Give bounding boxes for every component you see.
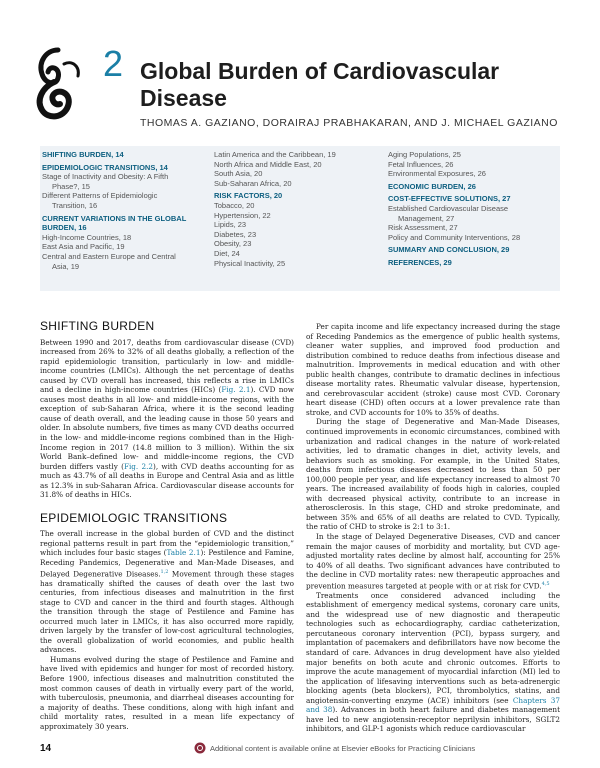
- outline-subheading-link[interactable]: Environmental Exposures, 26: [388, 169, 486, 179]
- paragraph-transitions-2: Humans evolved during the stage of Pestilence and Famine and have lived with epidemics and hunger for most of recorded history. Before 1900, infectious diseases and malnutrition constituted the most common causes of death in virtually every part of the world, with tuberculosis, pneumonia, and diarrheal diseases accounting for a majority of deaths. These conditions, along with high infant and child mortality rates, resulted in a mean life expectancy of approximately 30 years.: [40, 654, 294, 731]
- outline-subheading-link[interactable]: Management, 27: [398, 213, 455, 223]
- outline-column-2: [214, 150, 384, 268]
- text: Movement through these stages has dramatically shifted the causes of death over the last two centuries, from infectious diseases and malnutrition in the first stage to CVD and cancer in the third and fourth stages. Although the transition through the stage of Pestilence and Famine has occurred much later in LMICs, it has also occurred more rapidly, driven largely by the transfer of low-cost agricultural technologies, the overall globalization of world economies, and public health advances.: [40, 568, 294, 655]
- text: ). CVD now causes most deaths in all low- and middle-income regions, with the exception of sub-Saharan Africa, where it is the second leading cause of death overall, and the leading cause in those 50 years and older. In absolute numbers, five times as many CVD deaths occurred in the low- and middle-income regions combined than in the High-Income region in 2017 (14.8 million to 3 million). Within the six World Bank–defined low- and middle-income regions, the CVD burden differs vastly (: [40, 385, 295, 471]
- outline-column-3: [388, 150, 560, 268]
- outline-subheading-link[interactable]: Risk Assessment, 27: [388, 223, 458, 233]
- left-column: [40, 319, 295, 731]
- online-content-icon: [194, 742, 206, 754]
- page-number: 14: [40, 743, 52, 754]
- text: Treatments once considered advanced including the establishment of emergency medical systems, coronary care units, and the widespread use of new diagnostic and therapeutic technologies such as echocardiography, cardiac catheterization, percutaneous coronary intervention (PCI), bypass surgery, and implantation of pacemakers and defibrillators have now become the standard of care. Advances in drug development have also yielded major benefits on both acute and chronic outcomes. Efforts to improve the acute management of myocardial infarction (MI) led to the application of lifesaving interventions such as beta-adrenergic blocking agents (beta blockers), PCI, thrombolytics, statins, and angiotensin-converting enzyme (ACE) inhibitors (see: [306, 590, 560, 705]
- text: In the stage of Delayed Degenerative Diseases, CVD and cancer remain the major causes of morbidity and mortality, but CVD age-adjusted mortality rates decline by almost half, accounting for 25% to 40% of all deaths. Two significant advances have contributed to the decline in CVD mortality rates: new therapeutic approaches and prevention measures targeted at people with or at risk for CVD.: [306, 532, 560, 591]
- outline-heading-link[interactable]: REFERENCES, 29: [388, 257, 452, 267]
- outline-subheading-link[interactable]: South Asia, 20: [214, 169, 263, 179]
- chapter-authors: THOMAS A. GAZIANO, DORAIRAJ PRABHAKARAN, AND J. MICHAEL GAZIANO: [140, 117, 558, 129]
- outline-subheading-link[interactable]: Fetal Influences, 26: [388, 159, 454, 169]
- outline-subheading-link[interactable]: Lipids, 23: [214, 220, 247, 230]
- chapter-title: [140, 58, 560, 112]
- outline-subheading-link[interactable]: East Asia and Pacific, 19: [42, 242, 125, 252]
- outline-heading-link[interactable]: BURDEN, 16: [42, 223, 87, 233]
- outline-subheading-link[interactable]: Stage of Inactivity and Obesity: A Fifth: [42, 172, 169, 182]
- outline-subheading-link[interactable]: Diabetes, 23: [214, 229, 257, 239]
- outline-subheading-link[interactable]: Policy and Community Interventions, 28: [388, 232, 521, 242]
- paragraph-shifting-burden: [40, 338, 294, 500]
- paragraph-receding-pandemics: Per capita income and life expectancy increased during the stage of Receding Pandemics as the emergence of public health systems, cleaner water supplies, and improved food production and distribution combined to reduce deaths from infectious disease and malnutrition. Improvements in medical education and with other public health changes, contribute to dramatic declines in infectious disease mortality rates. Rheumatic valvular disease, hypertension, and cerebrovascular accident (stroke) cause most CVD. Coronary heart disease (CHD) often occurs at a lower prevalence rate than stroke, and CVD accounts for 10% to 35% of deaths.: [306, 322, 560, 417]
- text: ): Pestilence and Famine, Receding Pandemics, Degenerative and Man-Made Diseases, and Delayed Degenerative Diseases.: [40, 548, 295, 578]
- chapter-link-37-38[interactable]: Chapters 37 and 38: [306, 695, 560, 715]
- chapter-title-line1: Global Burden of Cardiovascular: [140, 58, 500, 84]
- outline-subheading-link[interactable]: Hypertension, 22: [214, 210, 271, 220]
- outline-heading-link[interactable]: SUMMARY AND CONCLUSION, 29: [388, 245, 510, 255]
- outline-subheading-link[interactable]: Central and Eastern Europe and Central: [42, 251, 176, 261]
- outline-subheading-link[interactable]: North Africa and Middle East, 20: [214, 159, 322, 169]
- text: ). Advances in both heart failure and diabetes management have led to new angiotensin-receptor neprilysin inhibitors, SGLT2 inhibitors, and GLP-1 agonists which reduce cardiovascular: [306, 705, 560, 734]
- outline-subheading-link[interactable]: Tobacco, 20: [214, 200, 255, 210]
- outline-subheading-link[interactable]: Sub-Saharan Africa, 20: [214, 178, 292, 188]
- figure-link-2-1[interactable]: Fig. 2.1: [221, 385, 251, 395]
- outline-subheading-link[interactable]: Obesity, 23: [214, 239, 252, 249]
- outline-heading-link[interactable]: SHIFTING BURDEN, 14: [42, 150, 124, 159]
- outline-subheading-link[interactable]: Transition, 16: [52, 200, 98, 210]
- table-link-2-1[interactable]: Table 2.1: [166, 548, 201, 558]
- outline-heading-link[interactable]: EPIDEMIOLOGIC TRANSITIONS, 14: [42, 162, 168, 172]
- text: Between 1990 and 2017, deaths from cardiovascular disease (CVD) increased from 26% to 32% of all deaths globally, a reflection of the rapid epidemiologic transition, particularly in low- and middle-income countries (LMICs). Although the net percentage of deaths caused by CVD overall has increased, this reflects a rise in LMICs and a decline in high-income countries (HICs) (: [40, 337, 294, 395]
- outline-heading-link[interactable]: CURRENT VARIATIONS IN THE GLOBAL: [42, 213, 187, 223]
- reference-link[interactable]: 1,2: [160, 568, 169, 575]
- outline-subheading-link[interactable]: Diet, 24: [214, 248, 240, 258]
- figure-link-2-2[interactable]: Fig. 2.2: [123, 461, 153, 471]
- paragraph-transitions-1: [40, 529, 294, 655]
- outline-column-1: [42, 150, 212, 271]
- outline-heading-link[interactable]: ECONOMIC BURDEN, 26: [388, 181, 476, 191]
- chapter-outline: [40, 146, 560, 291]
- paragraph-degenerative: During the stage of Degenerative and Man-Made Diseases, continued improvements in economic circumstances, combined with urbanization and radical changes in the nature of work-related activities, led to dramatic changes in diet, activity levels, and behaviors such as smoking. For example, in the United States, deaths from infectious diseases decreased to less than 50 per 100,000 people per year, and life expectancy increased to almost 70 years. The increased availability of foods high in calories, coupled with decreased physical activity, contribute to an increase in atherosclerosis. In this stage, CHD and stroke predominate, and between 35% and 65% of all deaths are related to CVD. Typically, the ratio of CHD to stroke is 2:1 to 3:1.: [306, 417, 560, 532]
- outline-subheading-link[interactable]: Phase?, 15: [52, 181, 90, 191]
- section-heading-epidemiologic-transitions: EPIDEMIOLOGIC TRANSITIONS: [40, 510, 228, 525]
- chapter-title-line2: Disease: [140, 85, 227, 111]
- outline-subheading-link[interactable]: Aging Populations, 25: [388, 150, 461, 159]
- outline-heading-link[interactable]: COST-EFFECTIVE SOLUTIONS, 27: [388, 194, 511, 204]
- online-content-note: Additional content is available online at Elsevier eBooks for Practicing Clinicians: [210, 744, 476, 753]
- chapter-logo-icon: [28, 42, 90, 122]
- outline-subheading-link[interactable]: Latin America and the Caribbean, 19: [214, 150, 336, 159]
- paragraph-treatments: [306, 591, 560, 734]
- reference-link[interactable]: 4,5: [541, 580, 550, 587]
- right-column: [306, 322, 560, 734]
- outline-subheading-link[interactable]: High-Income Countries, 18: [42, 232, 132, 242]
- text: The overall increase in the global burden of CVD and the distinct regional patterns result in part from the “epidemiologic transition,” which includes four basic stages (: [40, 529, 294, 558]
- outline-subheading-link[interactable]: Established Cardiovascular Disease: [388, 203, 509, 213]
- chapter-number: 2: [103, 43, 124, 84]
- outline-subheading-link[interactable]: Different Patterns of Epidemiologic: [42, 191, 158, 201]
- outline-subheading-link[interactable]: Physical Inactivity, 25: [214, 258, 286, 268]
- paragraph-delayed-degenerative: [306, 532, 560, 591]
- outline-subheading-link[interactable]: Asia, 19: [52, 261, 80, 271]
- section-heading-shifting-burden: SHIFTING BURDEN: [40, 319, 155, 333]
- outline-heading-link[interactable]: RISK FACTORS, 20: [214, 191, 283, 201]
- text: ), with CVD deaths accounting for as much as 43.7% of all deaths in Europe and Central Asia and as little as 12.3% in sub-Saharan Africa. Cardiovascular disease accounts for 31.8% of deaths in HICs.: [40, 461, 294, 500]
